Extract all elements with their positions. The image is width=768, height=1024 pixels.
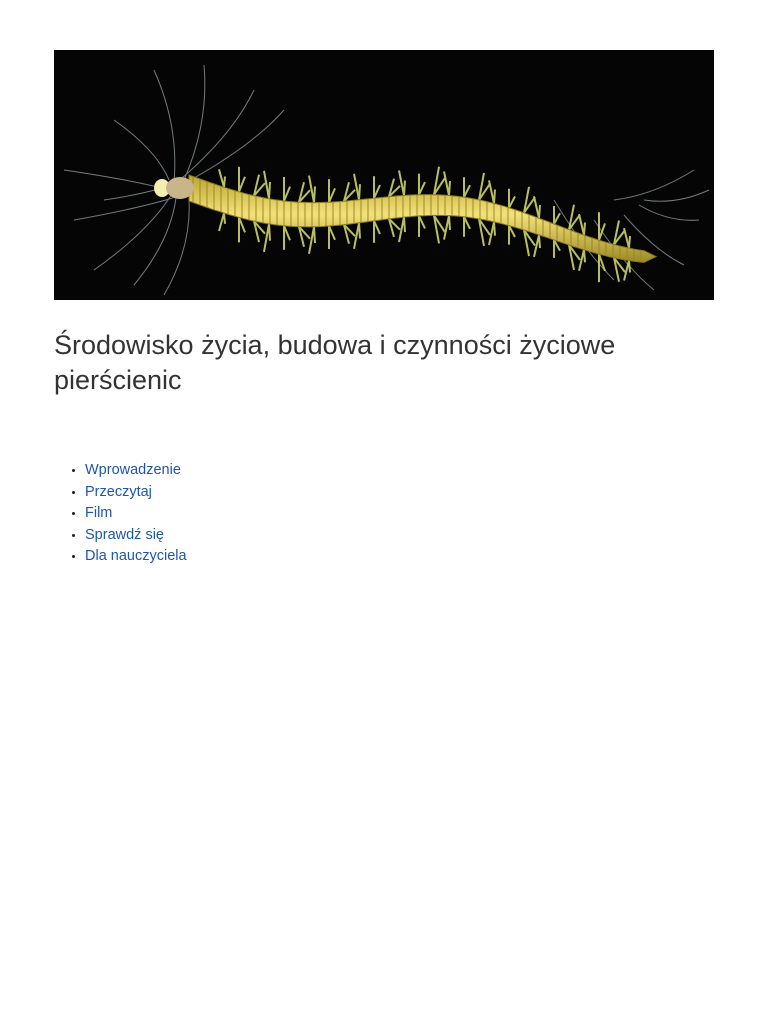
hero-image [54,50,714,300]
nav-list-item [85,482,187,504]
page-title: Środowisko życia, budowa i czynności życiowe pierścienic [54,330,616,395]
nav-link-dla-nauczyciela[interactable]: Dla nauczyciela [85,548,187,564]
nav-list-item [85,546,187,568]
nav-list-item [85,525,187,547]
annelid-worm-illustration [54,50,714,300]
section-nav-list [54,460,187,568]
nav-link-przeczytaj[interactable]: Przeczytaj [85,483,152,500]
nav-list-item [85,460,187,482]
nav-link-sprawdz-sie[interactable]: Sprawdź się [85,526,164,543]
nav-link-film[interactable]: Film [85,505,113,521]
nav-link-wprowadzenie[interactable]: Wprowadzenie [85,462,181,478]
nav-list-item [85,503,187,525]
